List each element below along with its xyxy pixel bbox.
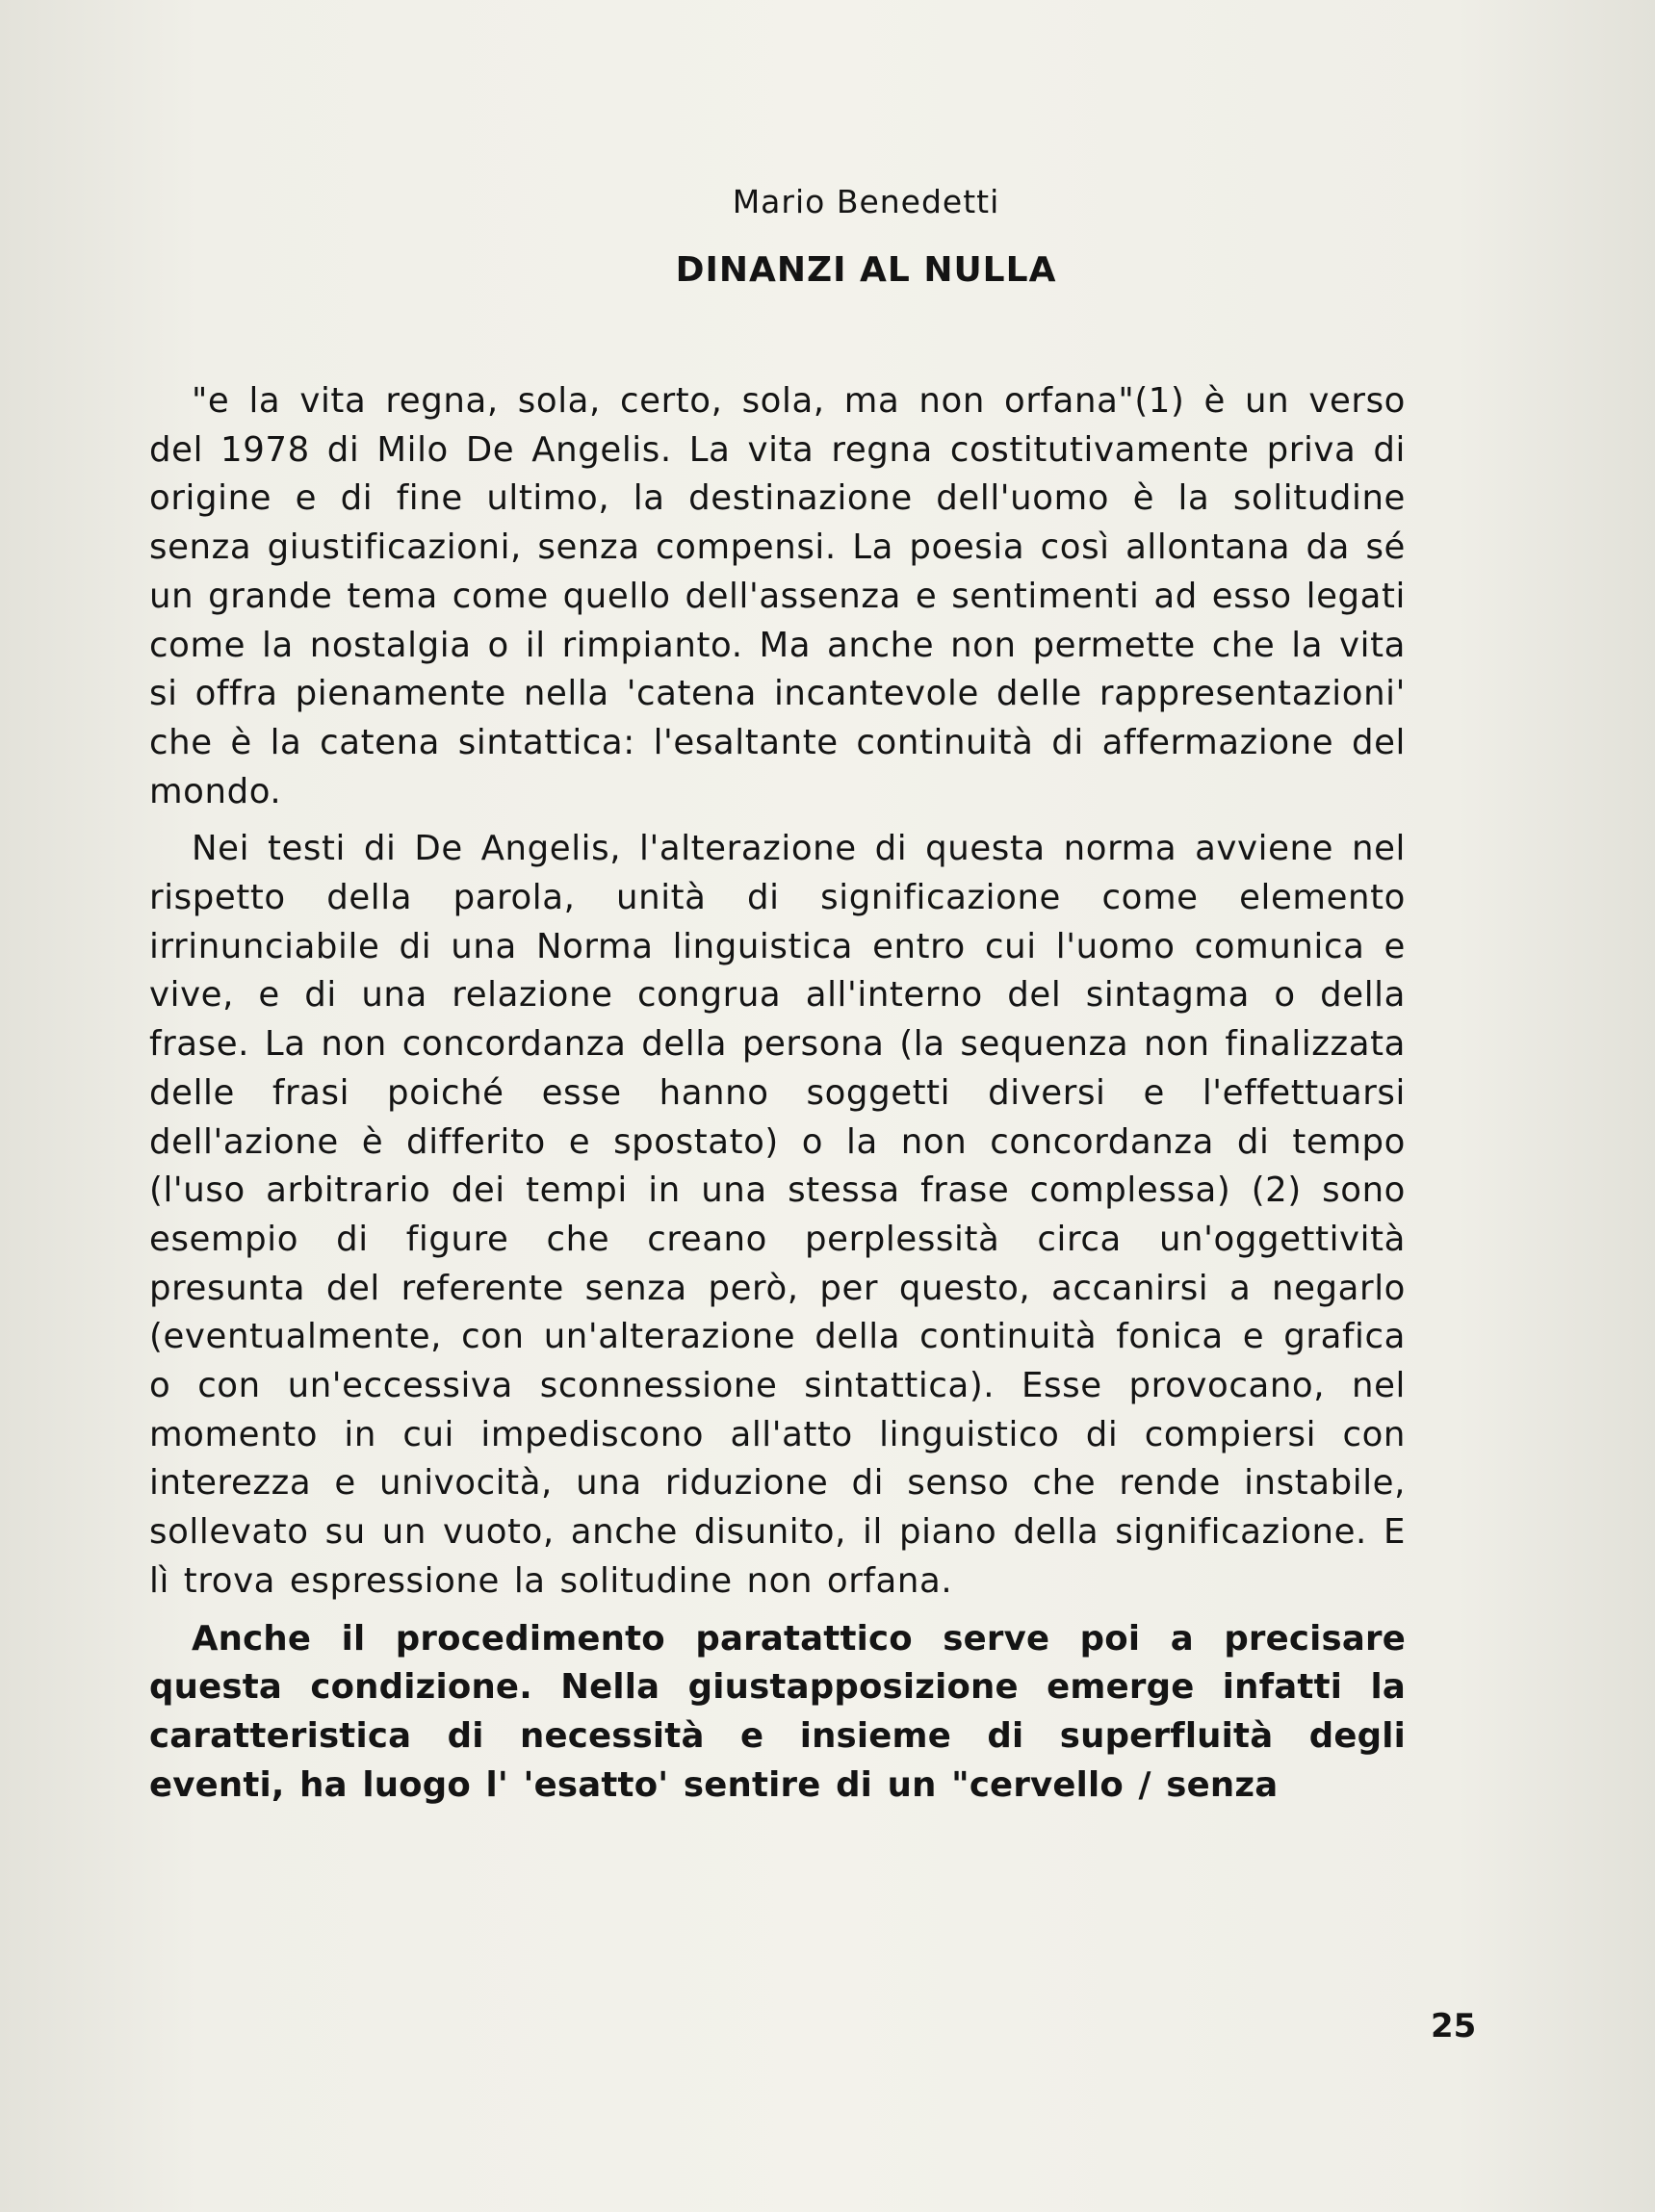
- page-number: 25: [1431, 2007, 1477, 2045]
- paragraph-3: Anche il procedimento paratattico serve poi a precisare questa condizione. Nella giustapposizione emerge infatti la caratteristica di necessità e insieme di superfluità degli eventi, ha luogo l' 'esatto' sentire di un "cervello / senza: [149, 1618, 1406, 1805]
- essay-title: DINANZI AL NULLA: [675, 250, 1057, 290]
- author-name: Mario Benedetti: [732, 183, 1000, 220]
- paragraph-2: Nei testi di De Angelis, l'alterazione di questa norma avviene nel rispetto della parola, unità di significazione come elemento irrinunciabile di una Norma linguistica entro cui l'uomo comunica e vive, e di una relazione congrua all'interno del sintagma o della frase. La non concordanza della persona (la sequenza non finalizzata delle frasi poiché esse hanno soggetti diversi e l'effettuarsi dell'azione è differito e spostato) o la non concordanza di tempo (l'uso arbitrario dei tempi in una stessa frase complessa) (2) sono esempio di figure che creano perplessità circa un'oggettività presunta del referente senza però, per questo, accanirsi a negarlo (eventualmente, con un'alterazione della continuità fonica e grafica o con un'eccessiva sconnessione sintattica). Esse provocano, nel momento in cui impediscono all'atto linguistico di compiersi con interezza e univocità, una riduzione di senso che rende instabile, sollevato su un vuoto, anche disunito, il piano della significazione. E lì trova espressione la solitudine non orfana.: [149, 829, 1406, 1601]
- essay-body: [149, 377, 1406, 1818]
- paragraph-1: "e la vita regna, sola, certo, sola, ma non orfana"(1) è un verso del 1978 di Milo De Angelis. La vita regna costitutivamente priva di origine e di fine ultimo, la destinazione dell'uomo è la solitudine senza giustificazioni, senza compensi. La poesia così allontana da sé un grande tema come quello dell'assenza e sentimenti ad esso legati come la nostalgia o il rimpianto. Ma anche non permette che la vita si offra pienamente nella 'catena incantevole delle rappresentazioni' che è la catena sintattica: l'esaltante continuità di affermazione del mondo.: [149, 381, 1406, 811]
